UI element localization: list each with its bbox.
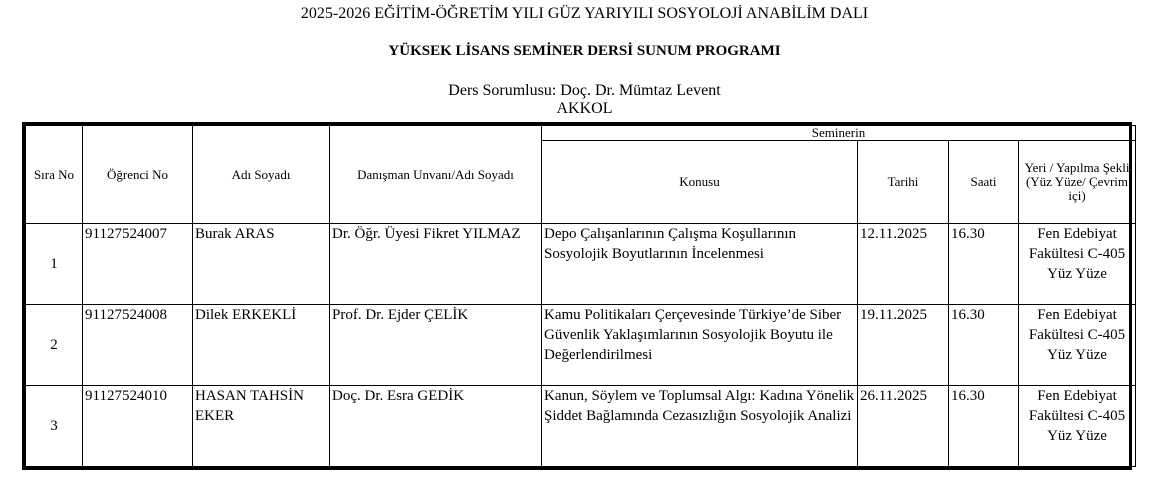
cell-sira: 3 — [26, 386, 83, 467]
cell-konusu: Depo Çalışanlarının Çalışma Koşullarının Sosyolojik Boyutlarının İncelenmesi — [542, 224, 858, 305]
header-ogrenci-no: Öğrenci No — [83, 126, 193, 224]
seminar-table-frame — [22, 122, 1132, 470]
cell-tarihi: 26.11.2025 — [858, 386, 949, 467]
cell-saati: 16.30 — [949, 224, 1019, 305]
table-row — [26, 224, 1136, 305]
course-responsible-line1: Ders Sorumlusu: Doç. Dr. Mümtaz Levent — [448, 82, 721, 99]
cell-tarihi: 19.11.2025 — [858, 305, 949, 386]
header-konusu: Konusu — [542, 141, 858, 224]
cell-yeri: Fen Edebiyat Fakültesi C-405 Yüz Yüze — [1019, 224, 1136, 305]
header-danisman: Danışman Unvanı/Adı Soyadı — [330, 126, 542, 224]
cell-danisman: Prof. Dr. Ejder ÇELİK — [330, 305, 542, 386]
cell-ogrenci-no: 91127524008 — [83, 305, 193, 386]
cell-adi-soyadi: HASAN TAHSİN EKER — [193, 386, 330, 467]
header-tarihi: Tarihi — [858, 141, 949, 224]
cell-ogrenci-no: 91127524010 — [83, 386, 193, 467]
document-subtitle: YÜKSEK LİSANS SEMİNER DERSİ SUNUM PROGRAMI — [388, 43, 781, 59]
header-saati: Saati — [949, 141, 1019, 224]
cell-konusu: Kanun, Söylem ve Toplumsal Algı: Kadına Yönelik Şiddet Bağlamında Cezasızlığın Sosyolojik Analizi — [542, 386, 858, 467]
cell-adi-soyadi: Burak ARAS — [193, 224, 330, 305]
cell-saati: 16.30 — [949, 386, 1019, 467]
table-row — [26, 386, 1136, 467]
header-yeri: Yeri / Yapılma Şekli (Yüz Yüze/ Çevrim içi) — [1019, 141, 1136, 224]
header-sira-no: Sıra No — [26, 126, 83, 224]
cell-ogrenci-no: 91127524007 — [83, 224, 193, 305]
cell-tarihi: 12.11.2025 — [858, 224, 949, 305]
table-row — [26, 305, 1136, 386]
course-responsible — [0, 82, 1169, 118]
seminar-schedule-table — [25, 125, 1136, 467]
cell-yeri: Fen Edebiyat Fakültesi C-405 Yüz Yüze — [1019, 386, 1136, 467]
cell-danisman: Dr. Öğr. Üyesi Fikret YILMAZ — [330, 224, 542, 305]
course-responsible-line2: AKKOL — [556, 100, 613, 117]
document-title: 2025-2026 EĞİTİM-ÖĞRETİM YILI GÜZ YARIYILI SOSYOLOJİ ANABİLİM DALI — [300, 5, 869, 22]
cell-saati: 16.30 — [949, 305, 1019, 386]
cell-sira: 2 — [26, 305, 83, 386]
header-adi-soyadi: Adı Soyadı — [193, 126, 330, 224]
header-row-top — [26, 126, 1136, 141]
cell-adi-soyadi: Dilek ERKEKLİ — [193, 305, 330, 386]
cell-sira: 1 — [26, 224, 83, 305]
cell-yeri: Fen Edebiyat Fakültesi C-405 Yüz Yüze — [1019, 305, 1136, 386]
cell-danisman: Doç. Dr. Esra GEDİK — [330, 386, 542, 467]
header-seminerin: Seminerin — [542, 126, 1136, 141]
cell-konusu: Kamu Politikaları Çerçevesinde Türkiye’de Siber Güvenlik Yaklaşımlarının Sosyolojik Boyutu ile Değerlendirilmesi — [542, 305, 858, 386]
